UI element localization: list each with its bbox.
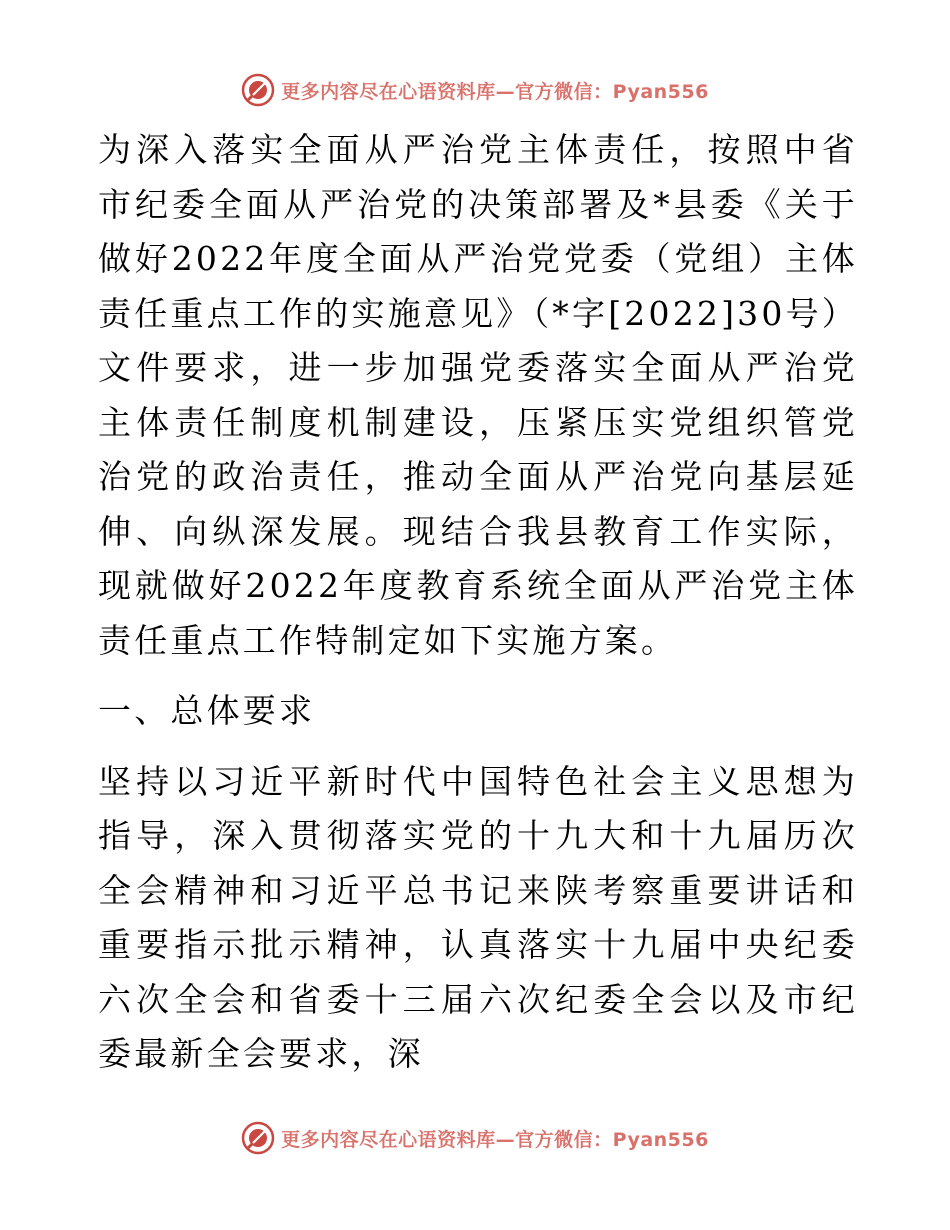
- intro-paragraph: 为深入落实全面从严治党主体责任，按照中省市纪委全面从严治党的决策部署及*县委《关于做好2022年度全面从严治党党委（党组）主体责任重点工作的实施意见》（*字[2022]30号）文件要求，进一步加强党委落实全面从严治党主体责任制度机制建设，压紧压实党组织管党治党的政治责任，推动全面从严治党向基层延伸、向纵深发展。现结合我县教育工作实际，现就做好2022年度教育系统全面从严治党主体责任重点工作特制定如下实施方案。: [98, 130, 858, 660]
- banner-text: 更多内容尽在心语资料库—官方微信：Pyan556: [281, 80, 709, 103]
- document-body: [98, 123, 858, 1082]
- banner-text: 更多内容尽在心语资料库—官方微信：Pyan556: [281, 1128, 709, 1151]
- section-heading: 一、总体要求: [98, 691, 316, 730]
- header-watermark-banner: [0, 70, 950, 110]
- footer-watermark-banner: [0, 1118, 950, 1158]
- red-seal-logo-icon: [241, 73, 275, 107]
- body-paragraph: 坚持以习近平新时代中国特色社会主义思想为指导，深入贯彻落实党的十九大和十九届历次全会精神和习近平总书记来陕考察重要讲话和重要指示批示精神，认真落实十九届中央纪委六次全会和省委十三届六次纪委全会以及市纪委最新全会要求，深: [98, 761, 858, 1073]
- red-seal-logo-icon: [241, 1121, 275, 1155]
